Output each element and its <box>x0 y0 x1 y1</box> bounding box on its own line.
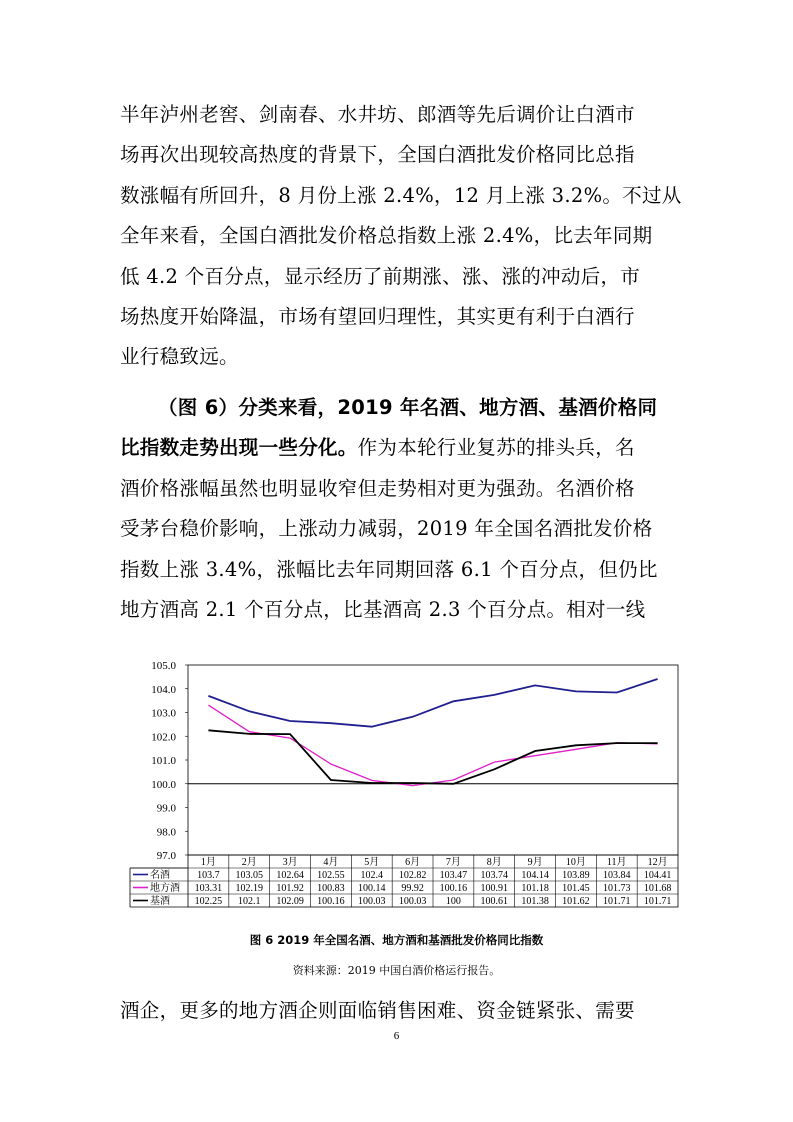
data-label: 101.38 <box>521 896 549 907</box>
data-label: 103.89 <box>562 870 590 881</box>
text-line: 指数上涨 3.4%，涨幅比去年同期回落 6.1 个百分点，但仍比 <box>120 557 658 581</box>
data-label: 101.45 <box>562 883 590 894</box>
text-line <box>120 388 672 428</box>
data-label: 103.31 <box>194 883 223 894</box>
figure-source: 资料来源：2019 中国白酒价格运行报告。 <box>292 964 501 977</box>
x-tick-label: 9月 <box>527 857 543 868</box>
text-line: 业行稳致远。 <box>120 345 239 369</box>
data-label: 100.16 <box>317 896 345 907</box>
legend-label: 基酒 <box>150 896 170 907</box>
x-tick-label: 12月 <box>647 857 668 868</box>
x-tick-label: 4月 <box>323 857 339 868</box>
data-label: 102.25 <box>194 896 223 907</box>
x-tick-label: 10月 <box>565 857 586 868</box>
data-label: 101.18 <box>521 883 549 894</box>
text-run: 作为本轮行业复苏的排头兵，名 <box>357 436 635 460</box>
text-line: 受茅台稳价影响，上涨动力减弱，2019 年全国名酒批发价格 <box>120 517 653 541</box>
data-label: 102.4 <box>360 870 383 881</box>
x-tick-label: 6月 <box>405 857 421 868</box>
data-label: 101.62 <box>562 896 590 907</box>
legend-label: 地方酒 <box>150 883 180 894</box>
data-label: 102.64 <box>276 870 304 881</box>
data-label: 100.03 <box>398 896 427 907</box>
paragraph-3 <box>120 991 672 1031</box>
text-line: 半年泸州老窖、剑南春、水井坊、郎酒等先后调价让白酒市 <box>120 103 635 126</box>
series-line-3 <box>208 730 657 784</box>
data-label: 100.16 <box>439 883 468 894</box>
y-tick-label: 100.0 <box>151 778 176 791</box>
series-line-1 <box>208 679 657 727</box>
y-tick-label: 103.0 <box>151 707 176 720</box>
data-label: 102.09 <box>276 896 304 907</box>
y-tick-label: 97.0 <box>156 850 176 862</box>
y-tick-label: 105.0 <box>151 660 176 672</box>
text-line: 酒价格涨幅虽然也明显收窄但走势相对更为强劲。名酒价格 <box>120 476 635 500</box>
data-label: 100.14 <box>358 883 386 894</box>
data-label: 103.74 <box>480 870 508 881</box>
x-tick-label: 7月 <box>445 857 461 868</box>
data-label: 100.83 <box>317 883 345 894</box>
y-tick-label: 104.0 <box>151 683 176 696</box>
data-label: 103.84 <box>603 870 631 881</box>
text-line <box>120 428 672 468</box>
data-label: 101.92 <box>276 883 304 894</box>
data-label: 100.03 <box>358 896 386 907</box>
bold-lead: （图 6）分类来看，2019 年名酒、地方酒、基酒价格同 <box>158 396 658 419</box>
y-tick-label: 98.0 <box>156 826 176 839</box>
data-label: 100.61 <box>480 896 508 907</box>
text-line: 酒企，更多的地方酒企则面临销售困难、资金链紧张、需要 <box>120 999 635 1022</box>
data-label: 101.71 <box>603 896 631 907</box>
data-label: 104.41 <box>643 870 672 881</box>
data-label: 102.55 <box>317 870 345 881</box>
legend-label: 名酒 <box>150 870 170 881</box>
data-label: 103.05 <box>235 870 263 881</box>
data-label: 101.71 <box>643 896 672 907</box>
line-chart <box>128 655 688 915</box>
data-label: 103.47 <box>439 870 468 881</box>
text-line: 全年来看，全国白酒批发价格总指数上涨 2.4%，比去年同期 <box>120 224 653 248</box>
x-tick-label: 11月 <box>606 857 627 868</box>
figure-title: 图 6 2019 年全国名酒、地方酒和基酒批发价格同比指数 <box>249 933 544 947</box>
x-tick-label: 3月 <box>282 857 298 868</box>
paragraph-1 <box>120 95 682 378</box>
data-label: 104.14 <box>521 870 549 881</box>
text-line: 数涨幅有所回升，8 月份上涨 2.4%，12 月上涨 3.2%。不过从 <box>120 183 682 207</box>
bold-lead: 比指数走势出现一些分化。 <box>120 436 358 460</box>
data-label: 103.7 <box>197 870 220 881</box>
y-tick-label: 101.0 <box>151 755 176 767</box>
data-label: 102.82 <box>398 870 427 881</box>
text-line: 场再次出现较高热度的背景下，全国白酒批发价格同比总指 <box>120 143 635 167</box>
data-label: 102.19 <box>235 883 263 894</box>
y-tick-label: 102.0 <box>151 731 176 744</box>
x-tick-label: 8月 <box>486 857 502 868</box>
data-label: 100.91 <box>480 883 508 894</box>
text-line: 低 4.2 个百分点，显示经历了前期涨、涨、涨的冲动后，市 <box>120 264 641 288</box>
page-number: 6 <box>393 1030 400 1042</box>
data-label: 99.92 <box>401 883 424 894</box>
data-label: 101.68 <box>643 883 672 894</box>
text-line: 地方酒高 2.1 个百分点，比基酒高 2.3 个百分点。相对一线 <box>120 597 646 621</box>
x-tick-label: 1月 <box>200 857 216 868</box>
data-label: 102.1 <box>238 896 261 907</box>
paragraph-2 <box>120 388 672 630</box>
data-label: 100 <box>445 896 461 907</box>
plot-area <box>188 665 678 855</box>
data-label: 101.73 <box>603 883 631 894</box>
x-tick-label: 5月 <box>364 857 380 868</box>
y-tick-label: 99.0 <box>156 802 176 815</box>
x-tick-label: 2月 <box>241 857 257 868</box>
text-line: 场热度开始降温，市场有望回归理性，其实更有利于白酒行 <box>120 304 635 328</box>
